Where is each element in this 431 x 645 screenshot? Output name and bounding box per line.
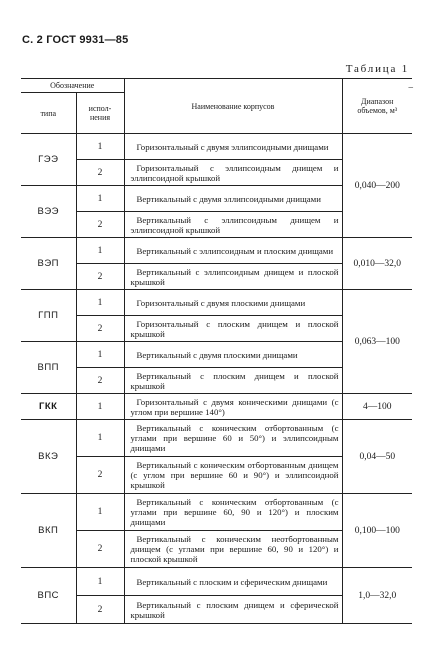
range-cell: 0,04—50 (342, 420, 412, 494)
name-cell: Вертикальный с плоским днищем и плоской крышкой (124, 368, 342, 394)
execution-cell: 1 (76, 420, 124, 457)
range-cell: 0,063—100 (342, 290, 412, 394)
execution-header: испол- нения (76, 93, 124, 134)
type-cell: ВЭЭ (21, 186, 76, 238)
range-cell: 0,100—100 (342, 494, 412, 568)
table-title: Таблица 1 (345, 63, 409, 75)
name-cell: Вертикальный с плоским днищем и сферической крышкой (124, 596, 342, 624)
name-header: Наименование корпусов (124, 79, 342, 134)
range-cell: 1,0—32,0 (342, 568, 412, 624)
execution-cell: 2 (76, 160, 124, 186)
range-cell: 0,040—200 (342, 134, 412, 238)
execution-cell: 2 (76, 457, 124, 494)
name-cell: Горизонтальный с двумя эллипсоидными днищами (124, 134, 342, 160)
execution-cell: 1 (76, 134, 124, 160)
name-cell: Вертикальный с эллипсоидным и плоским днищами (124, 238, 342, 264)
name-cell: Вертикальный с плоским и сферическим днищами (124, 568, 342, 596)
name-cell: Вертикальный с коническим отбортованным (с углами при вершине 60, 90 и 120°) и плоским днищами (124, 494, 342, 531)
type-cell: ВКП (21, 494, 76, 568)
name-cell: Горизонтальный с эллипсоидным днищем и эллипсоидной крышкой (124, 160, 342, 186)
type-cell: ВЭП (21, 238, 76, 290)
execution-cell: 2 (76, 212, 124, 238)
type-cell: ВПП (21, 342, 76, 394)
page-header: С. 2 ГОСТ 9931—85 (22, 34, 129, 46)
type-header: типа (21, 93, 76, 134)
type-cell: ГПП (21, 290, 76, 342)
execution-cell: 1 (76, 290, 124, 316)
vessel-types-table (21, 78, 412, 624)
execution-cell: 1 (76, 238, 124, 264)
execution-cell: 2 (76, 316, 124, 342)
name-cell: Вертикальный с эллипсоидным днищем и плоской крышкой (124, 264, 342, 290)
name-cell: Вертикальный с эллипсоидным днищем и эллипсоидной крышкой (124, 212, 342, 238)
name-cell: Вертикальный с коническим отбортованным (с углами при вершине 60 и 50°) и эллипсоидным днищами (124, 420, 342, 457)
range-header: Диапазон объемов, м³ (342, 79, 412, 134)
name-cell: Вертикальный с двумя плоскими днищами (124, 342, 342, 368)
execution-cell: 1 (76, 394, 124, 420)
type-cell: ВПС (21, 568, 76, 624)
execution-cell: 2 (76, 264, 124, 290)
name-cell: Вертикальный с коническим неотбортованным днищем (с углами при вершине 60, 90 и 120°) и плоской крышкой (124, 531, 342, 568)
margin-mark: – (408, 82, 413, 92)
range-cell: 4—100 (342, 394, 412, 420)
type-cell: ГКК (21, 394, 76, 420)
execution-cell: 1 (76, 568, 124, 596)
name-cell: Вертикальный с двумя эллипсоидными днищами (124, 186, 342, 212)
execution-cell: 2 (76, 596, 124, 624)
name-cell: Горизонтальный с двумя плоскими днищами (124, 290, 342, 316)
designation-header: Обозначение (21, 79, 124, 93)
execution-cell: 1 (76, 494, 124, 531)
name-cell: Горизонтальный с двумя коническими днищами (с углом при вершине 140°) (124, 394, 342, 420)
execution-cell: 1 (76, 342, 124, 368)
range-cell: 0,010—32,0 (342, 238, 412, 290)
name-cell: Горизонтальный с плоским днищем и плоской крышкой (124, 316, 342, 342)
execution-cell: 2 (76, 368, 124, 394)
type-cell: ВКЭ (21, 420, 76, 494)
name-cell: Вертикальный с коническим отбортованным днищем (с углом при вершине 60 и 90°) и эллипсоидной крышкой (124, 457, 342, 494)
execution-cell: 2 (76, 531, 124, 568)
execution-cell: 1 (76, 186, 124, 212)
type-cell: ГЭЭ (21, 134, 76, 186)
